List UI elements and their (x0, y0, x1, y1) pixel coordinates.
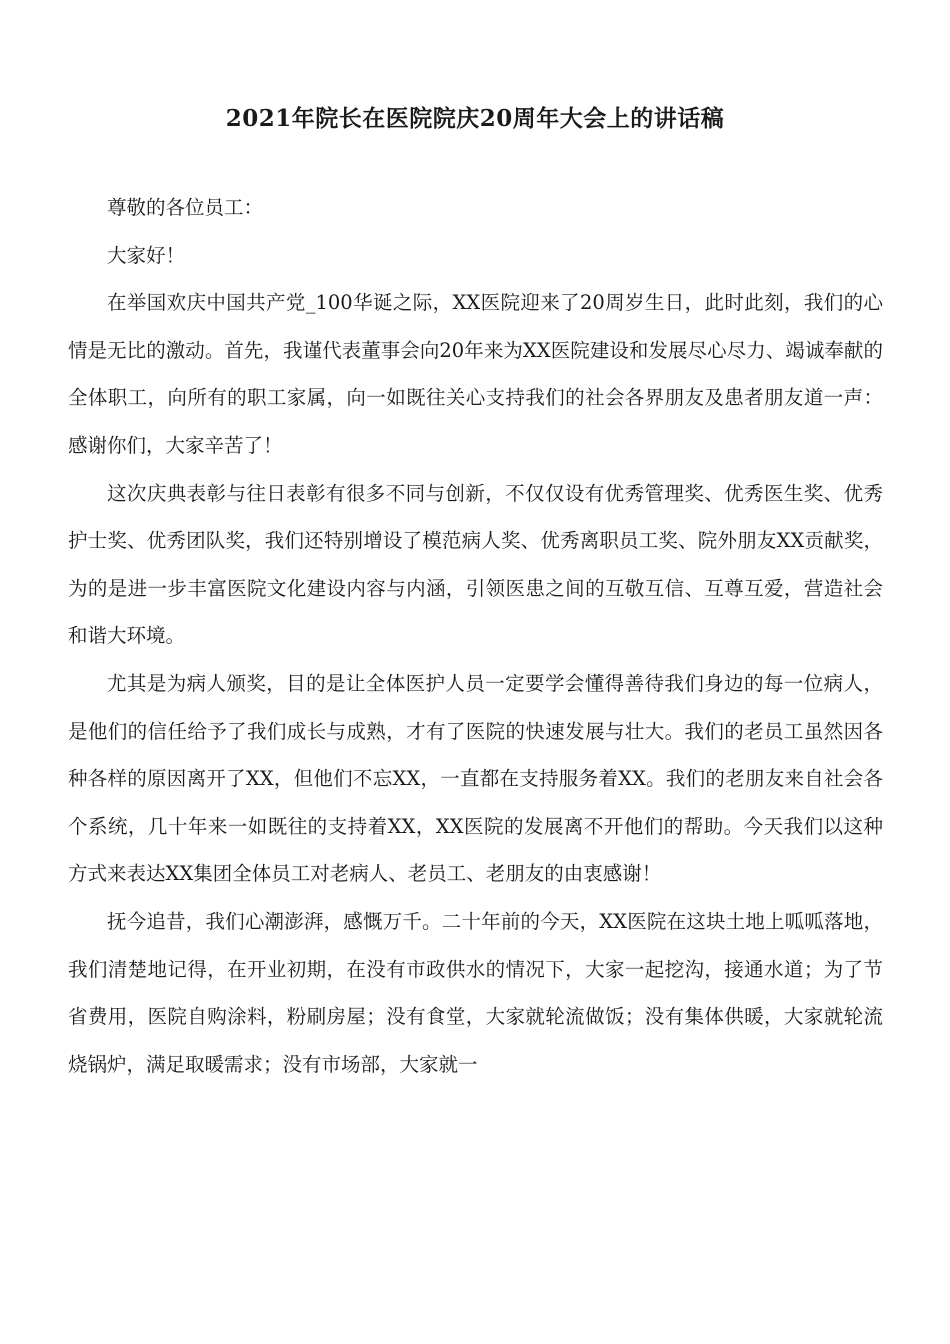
body-paragraph: 这次庆典表彰与往日表彰有很多不同与创新，不仅仅设有优秀管理奖、优秀医生奖、优秀护士奖、优秀团队奖，我们还特别增设了模范病人奖、优秀离职员工奖、院外朋友XX贡献奖，为的是进一步丰富医院文化建设内容与内涵，引领医患之间的互敬互信、互尊互爱，营造社会和谐大环境。 (68, 481, 883, 648)
document-body (68, 184, 883, 1088)
body-paragraph: 抚今追昔，我们心潮澎湃，感慨万千。二十年前的今天，XX医院在这块土地上呱呱落地，我们清楚地记得，在开业初期，在没有市政供水的情况下，大家一起挖沟，接通水道；为了节省费用，医院自购涂料，粉刷房屋；没有食堂，大家就轮流做饭；没有集体供暖，大家就轮流烧锅炉，满足取暖需求；没有市场部，大家就一 (68, 909, 883, 1076)
body-paragraph: 尤其是为病人颁奖，目的是让全体医护人员一定要学会懂得善待我们身边的每一位病人，是他们的信任给予了我们成长与成熟，才有了医院的快速发展与壮大。我们的老员工虽然因各种各样的原因离开了XX，但他们不忘XX，一直都在支持服务着XX。我们的老朋友来自社会各个系统，几十年来一如既往的支持着XX，XX医院的发展离不开他们的帮助。今天我们以这种方式来表达XX集团全体员工对老病人、老员工、老朋友的由衷感谢！ (68, 671, 883, 886)
document-title: 2021年院长在医院院庆20周年大会上的讲话稿 (225, 105, 725, 132)
body-paragraph: 在举国欢庆中国共产党_100华诞之际，XX医院迎来了20周岁生日，此时此刻，我们的心情是无比的激动。首先，我谨代表董事会向20年来为XX医院建设和发展尽心尽力、竭诚奉献的全体职工，向所有的职工家属，向一如既往关心支持我们的社会各界朋友及患者朋友道一声：感谢你们，大家辛苦了！ (68, 291, 883, 457)
salutation: 尊敬的各位员工： (107, 196, 264, 219)
greeting: 大家好！ (107, 243, 186, 267)
